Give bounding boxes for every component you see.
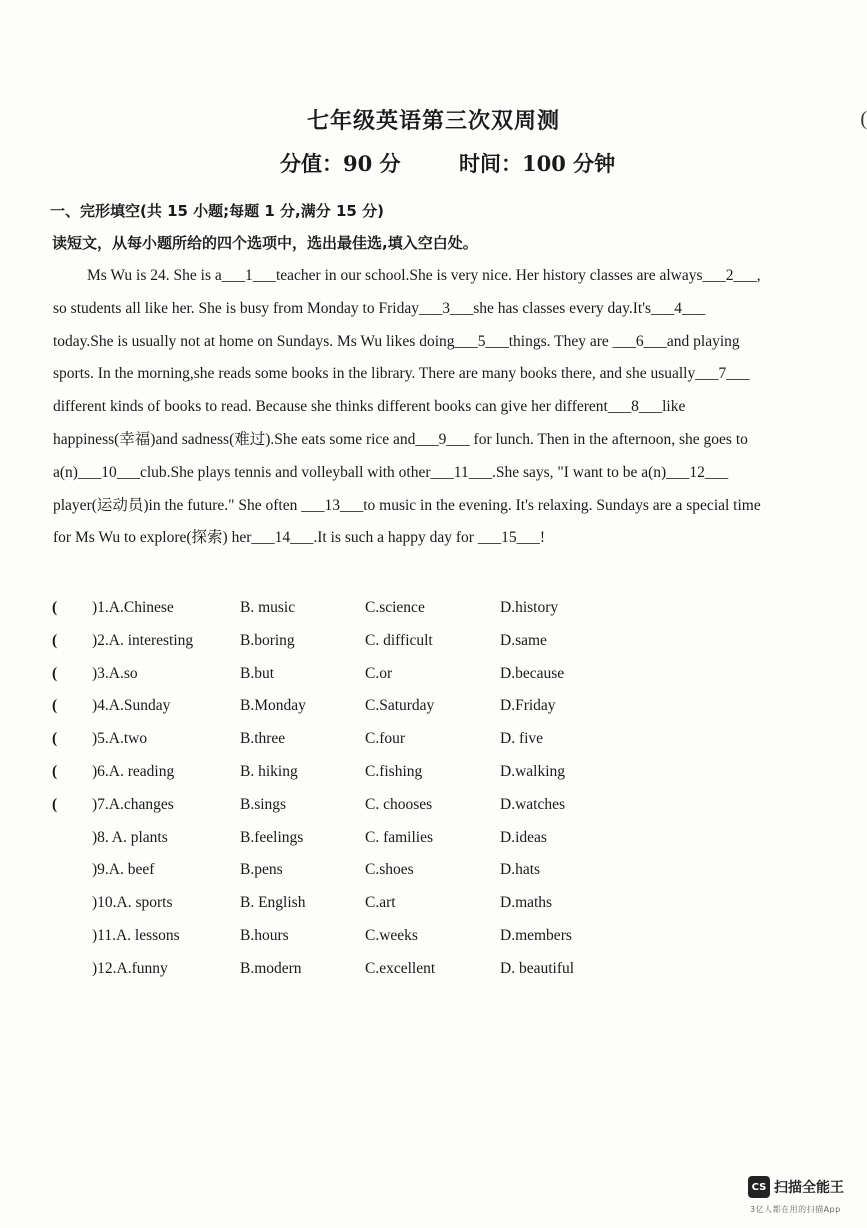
question-row bbox=[50, 822, 650, 855]
option-c: C.weeks bbox=[365, 926, 418, 944]
question-row bbox=[50, 658, 650, 691]
scanner-tagline: 3亿人都在用的扫描App bbox=[750, 1205, 841, 1214]
option-a: )7.A.changes bbox=[92, 795, 174, 813]
answer-paren: ( bbox=[52, 631, 58, 649]
option-a: )3.A.so bbox=[92, 664, 138, 682]
question-row bbox=[50, 690, 650, 723]
option-a: )5.A.two bbox=[92, 730, 148, 748]
option-d: D.watches bbox=[500, 795, 565, 813]
passage-line: sports. In the morning,she reads some books in the library. There are many books there, and she usually___7___ bbox=[53, 365, 750, 383]
option-b: B. hiking bbox=[240, 762, 298, 780]
score-time-line: 分值：90 分 时间：100 分钟 bbox=[280, 151, 616, 176]
option-b: B.feelings bbox=[240, 828, 304, 846]
question-row bbox=[50, 723, 650, 756]
answer-paren: ( bbox=[52, 730, 58, 748]
option-a: )8. A. plants bbox=[92, 828, 168, 846]
option-d: D.members bbox=[500, 926, 572, 944]
option-b: B.but bbox=[240, 664, 275, 682]
option-b: B.boring bbox=[240, 631, 295, 649]
option-a: )9.A. beef bbox=[92, 861, 155, 879]
question-row bbox=[50, 789, 650, 822]
option-d: D.maths bbox=[500, 894, 553, 912]
option-c: C.science bbox=[365, 599, 425, 616]
question-row bbox=[50, 854, 650, 887]
question-row bbox=[50, 953, 650, 986]
passage-line: so students all like her. She is busy from Monday to Friday___3___she has classes every day.It's___4___ bbox=[53, 299, 706, 317]
option-a: )2.A. interesting bbox=[92, 631, 194, 649]
option-a: )11.A. lessons bbox=[92, 926, 180, 944]
instruction-text: 读短文，从每小题所给的四个选项中，选出最佳选,填入空白处。 bbox=[52, 234, 478, 252]
option-d: D. five bbox=[500, 730, 544, 748]
question-row bbox=[50, 920, 650, 953]
option-c: C.four bbox=[365, 730, 406, 748]
edge-mark: ( bbox=[860, 108, 867, 130]
passage-line: player(运动员)in the future." She often ___13___to music in the evening. It's relaxing. Sundays are a special time bbox=[53, 496, 761, 514]
option-c: C. chooses bbox=[365, 795, 433, 813]
answer-paren: ( bbox=[52, 697, 58, 715]
option-a: )10.A. sports bbox=[92, 894, 173, 912]
option-c: C.or bbox=[365, 664, 393, 682]
question-row bbox=[50, 592, 650, 625]
option-d: D.because bbox=[500, 664, 565, 682]
scanner-name: 扫描全能王 bbox=[774, 1180, 844, 1196]
option-b: B. English bbox=[240, 894, 306, 912]
option-d: D.Friday bbox=[500, 697, 556, 715]
option-c: C.Saturday bbox=[365, 697, 435, 715]
question-row bbox=[50, 756, 650, 789]
cloze-passage bbox=[53, 262, 837, 557]
option-b: B.modern bbox=[240, 959, 302, 977]
option-c: C.fishing bbox=[365, 762, 423, 780]
option-b: B. music bbox=[240, 599, 296, 616]
passage-line: a(n)___10___club.She plays tennis and volleyball with other___11___.She says, "I want to be a(n)___12___ bbox=[53, 463, 729, 481]
option-b: B.pens bbox=[240, 861, 283, 879]
passage-line: different kinds of books to read. Because she thinks different books can give her different___8___like bbox=[53, 398, 686, 416]
option-d: D.same bbox=[500, 631, 547, 649]
passage-line: happiness(幸福)and sadness(难过).She eats some rice and___9___ for lunch. Then in the afternoon, she goes to bbox=[53, 430, 748, 448]
option-a: )1.A.Chinese bbox=[92, 599, 174, 616]
passage-line: today.She is usually not at home on Sundays. Ms Wu likes doing___5___things. They are ___6___and playing bbox=[53, 332, 740, 350]
option-c: C.excellent bbox=[365, 959, 436, 977]
option-d: D. beautiful bbox=[500, 959, 575, 977]
question-list bbox=[50, 592, 650, 986]
option-c: C. families bbox=[365, 828, 434, 846]
option-a: )4.A.Sunday bbox=[92, 697, 171, 715]
option-d: D.history bbox=[500, 599, 559, 616]
option-b: B.three bbox=[240, 730, 286, 748]
answer-paren: ( bbox=[52, 664, 58, 682]
passage-line: Ms Wu is 24. She is a___1___teacher in our school.She is very nice. Her history classes are always___2___, bbox=[87, 267, 761, 284]
scanner-watermark bbox=[748, 1176, 844, 1198]
option-c: C. difficult bbox=[365, 631, 433, 649]
passage-line: for Ms Wu to explore(探索) her___14___.It is such a happy day for ___15___! bbox=[53, 529, 545, 547]
question-row bbox=[50, 625, 650, 658]
option-c: C.shoes bbox=[365, 861, 414, 879]
answer-paren: ( bbox=[52, 795, 58, 813]
option-b: B.hours bbox=[240, 926, 289, 944]
scanner-logo-icon: CS bbox=[748, 1176, 770, 1198]
option-d: D.walking bbox=[500, 762, 566, 780]
question-row bbox=[50, 887, 650, 920]
option-b: B.Monday bbox=[240, 697, 306, 715]
answer-paren: ( bbox=[52, 762, 58, 780]
option-d: D.ideas bbox=[500, 828, 547, 846]
option-a: )12.A.funny bbox=[92, 959, 168, 977]
option-c: C.art bbox=[365, 894, 396, 912]
answer-paren: ( bbox=[52, 599, 58, 616]
option-b: B.sings bbox=[240, 795, 287, 813]
page-title: 七年级英语第三次双周测 bbox=[306, 108, 560, 134]
section-heading: 一、完形填空(共 15 小题;每题 1 分,满分 15 分) bbox=[50, 202, 384, 220]
option-d: D.hats bbox=[500, 861, 541, 879]
option-a: )6.A. reading bbox=[92, 762, 175, 780]
